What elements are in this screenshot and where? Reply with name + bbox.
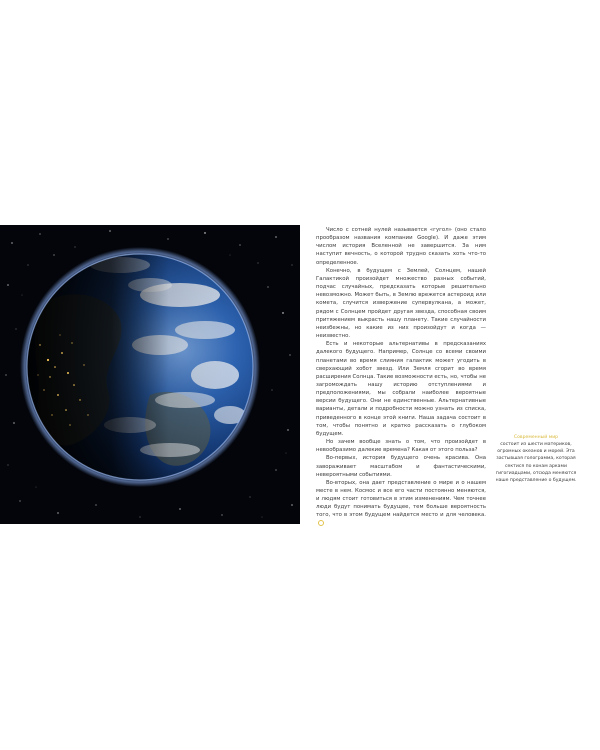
paragraph: Конечно, в будущем с Землей, Солнцем, нашей Галактикой произойдет множество разных событий, подчас случайных, предсказать которые решительно невозможно. Может быть, в Землю врежется астероид или комета, случится извержение супервулкана, а может, рядом с Солнцем пройдет другая звезда, способная своим притяжением выкрасть нашу планету. Такие случайности неизбежны, но какие из них произойдут и когда — неизвестно. bbox=[316, 267, 486, 340]
page-text bbox=[316, 226, 486, 528]
margin-note bbox=[491, 434, 581, 484]
paragraph: Во-вторых, она дает представление о мире и о нашем месте в нем. Космос и все его части постоянно меняются, и людям стоит готовиться в этим изменениям. Чем точнее люди будут понимать будущее, тем больше вероятность того, что в этом будущем найдется место и для человека. bbox=[316, 479, 486, 519]
paragraph: Число с сотней нулей называется «гугол» (оно стало прообразом названия компании Google). И даже этим числом история Вселенной не завершится. За ним наступит вечность, о которой трудно сказать хоть что-то определенное. bbox=[316, 227, 486, 266]
end-of-section-mark bbox=[318, 520, 324, 526]
earth-illustration bbox=[0, 225, 300, 524]
paragraph-last bbox=[316, 479, 486, 528]
earth-photo bbox=[0, 225, 300, 524]
margin-note-title: Современный мир bbox=[513, 435, 559, 440]
paragraph: Есть и некоторые альтернативы в предсказаниях далекого будущего. Например, Солнце со всеми своими планетами во время слияния галактик может угодить в сверхающий хобот звезд. Или Земля сгорит во время расширения Солнца. Такие возможности есть, но, чтобы не загромождать нашу историю отступлениями и предположениями, мы собрали наиболее вероятные версии будущего. Они не единственные. Альтернативные варианты, детали и подробности можно узнать из списка, приведенного в конце этой книги. Наша задача состоит в том, чтобы понятно и кратко рассказать о глубоком будущем. bbox=[316, 341, 486, 437]
margin-note-body: состоит из шести материков, огромных океанов и морей. Эта застывшая голограмма, которая сектися по конам арками гигогиадцами, отсюда меняются наше представление о будущем. bbox=[495, 442, 577, 483]
paragraph: Во-первых, история будущего очень красива. Она завораживает масштабом и фантастическими, невероятными событиями. bbox=[316, 455, 486, 478]
paragraph: Но зачем вообще знать о том, что произойдет в невообразимо далекие времена? Какая от этого польза? bbox=[316, 439, 486, 454]
